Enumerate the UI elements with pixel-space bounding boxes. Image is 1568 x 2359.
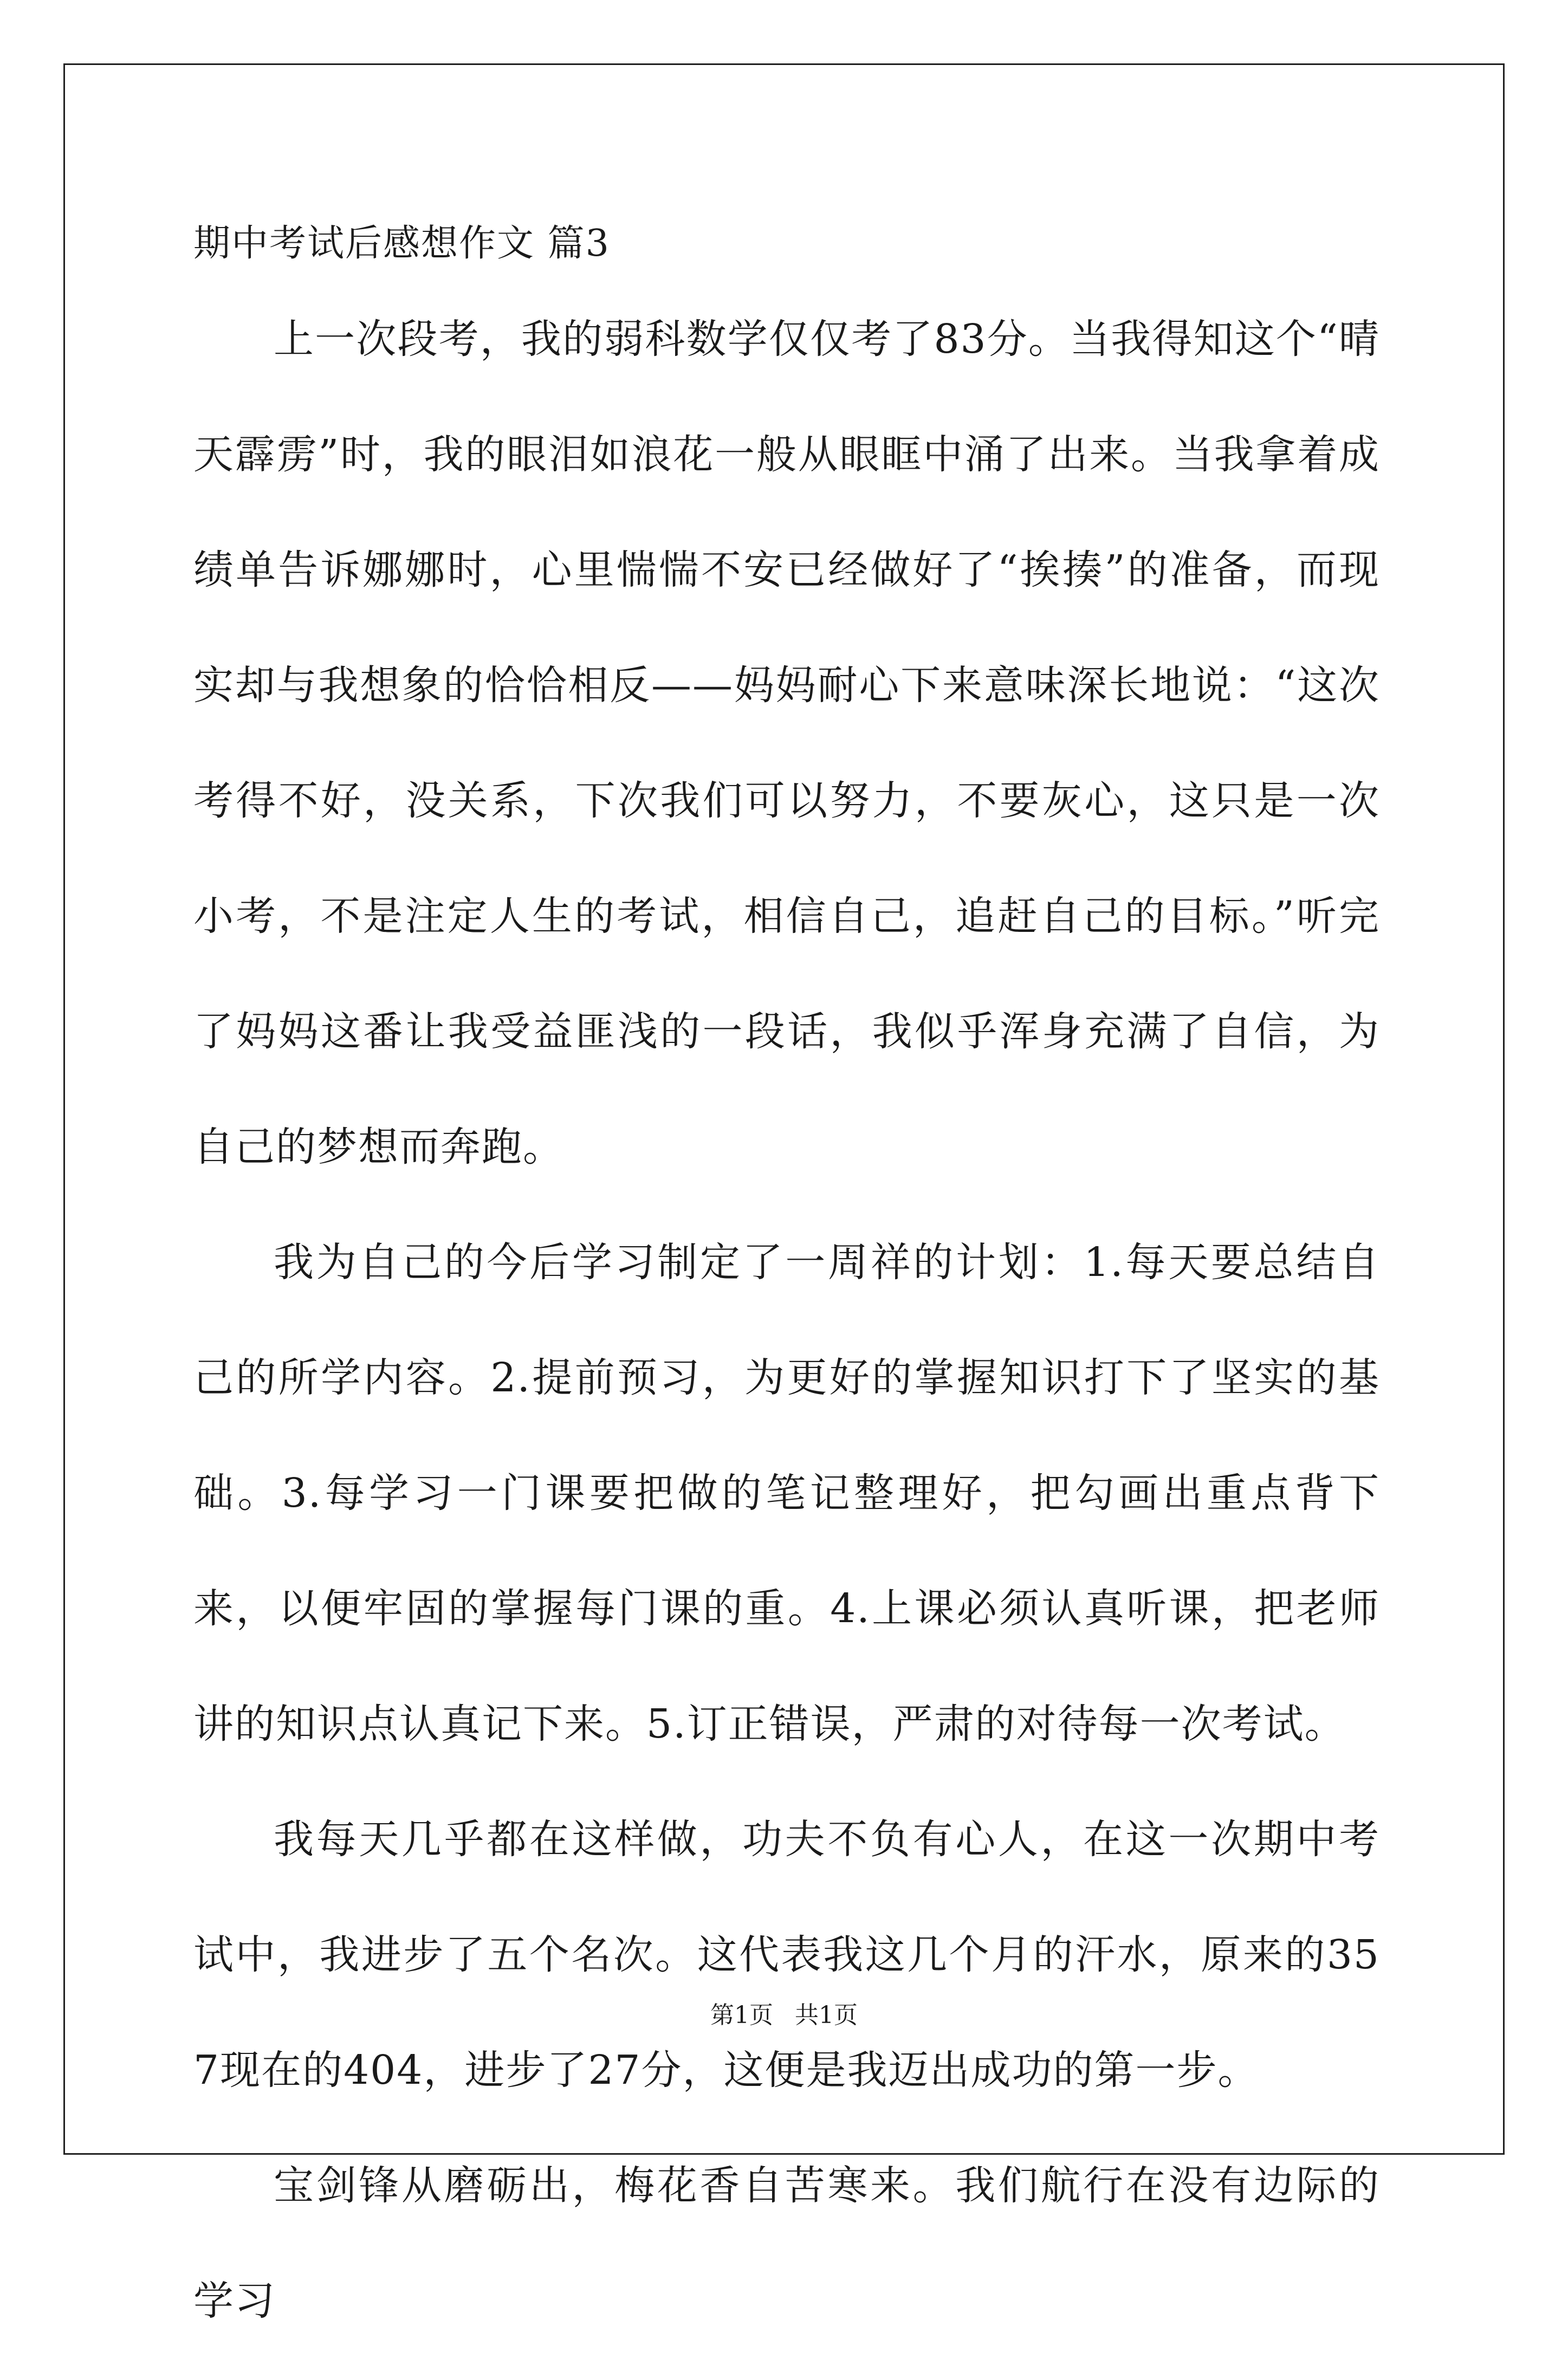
paragraph-3: 我每天几乎都在这样做，功夫不负有心人，在这一次期中考试中，我进步了五个名次。这代表我这几个月的汗水，原来的357现在的404，进步了27分，这便是我迈出成功的第一步。 — [193, 1816, 1380, 2094]
paragraph-1: 上一次段考，我的弱科数学仅仅考了83分。当我得知这个“晴天霹雳”时，我的眼泪如浪花一般从眼眶中涌了出来。当我拿着成绩单告诉娜娜时，心里惴惴不安已经做好了“挨揍”的准备，而现实却与我想象的恰恰相反——妈妈耐心下来意味深长地说：“这次考得不好，没关系，下次我们可以努力，不要灰心，这只是一次小考，不是注定人生的考试，相信自己，追赶自己的目标。”听完了妈妈这番让我受益匪浅的一段话，我似乎浑身充满了自信，为自己的梦想而奔跑。 — [193, 316, 1380, 1170]
page-footer — [0, 1999, 1568, 2032]
paragraph-4: 宝剑锋从磨砺出，梅花香自苦寒来。我们航行在没有边际的学习 — [193, 2162, 1380, 2324]
paragraph-2: 我为自己的今后学习制定了一周祥的计划：1.每天要总结自己的所学内容。2.提前预习，为更好的掌握知识打下了坚实的基础。3.每学习一门课要把做的笔记整理好，把勾画出重点背下来，以便牢固的掌握每门课的重。4.上课必须认真听课，把老师讲的知识点认真记下来。5.订正错误，严肃的对待每一次考试。 — [193, 1239, 1380, 1747]
page-total: 共1页 — [795, 2001, 858, 2029]
document-title: 期中考试后感想作文 篇3 — [193, 222, 610, 265]
page-number: 第1页 — [710, 2001, 773, 2029]
document-body — [193, 206, 1380, 2359]
